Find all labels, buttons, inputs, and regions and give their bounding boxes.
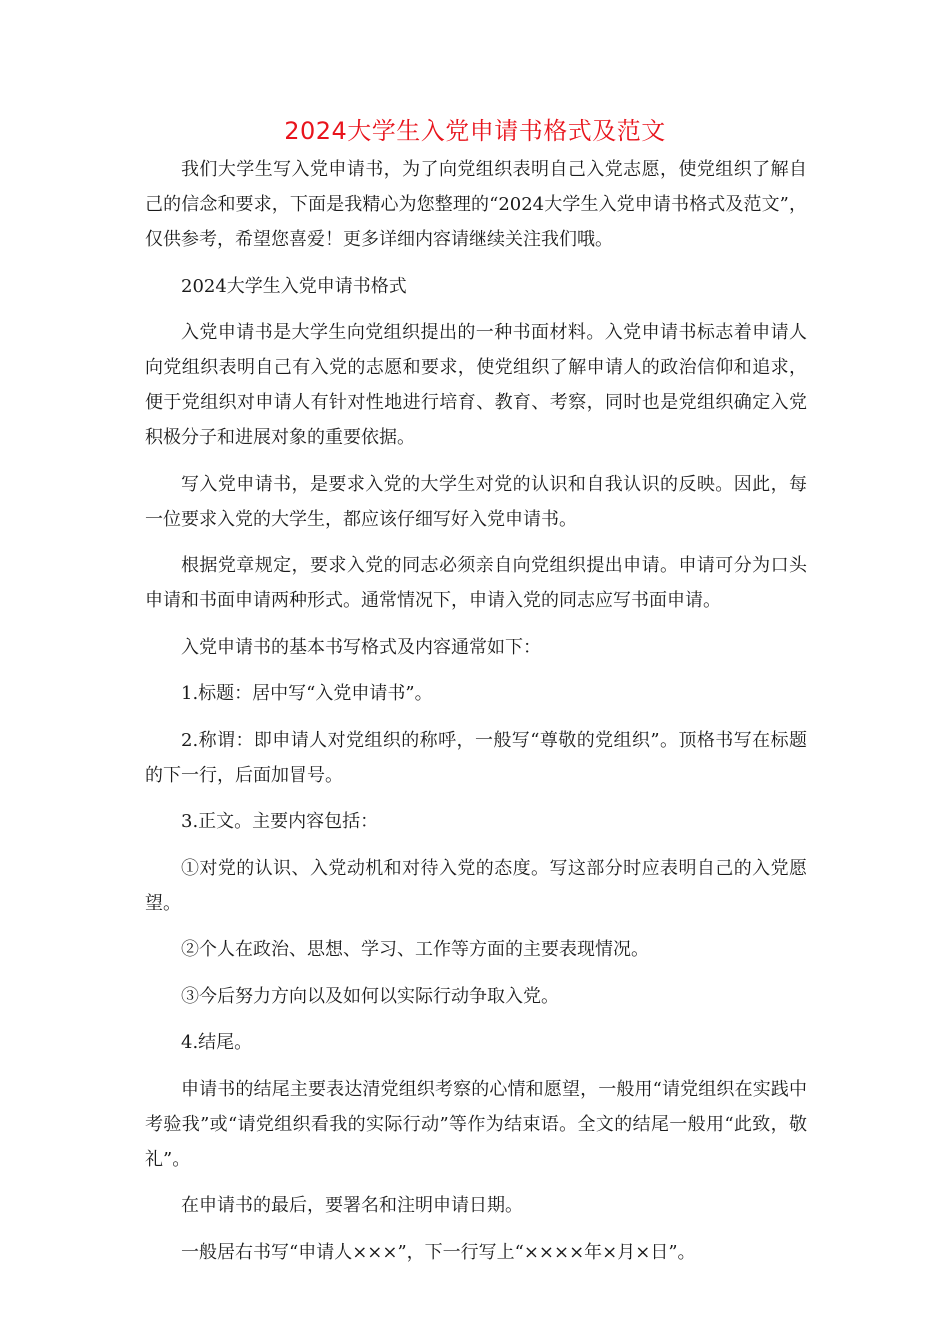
body-paragraph: 入党申请书的基本书写格式及内容通常如下： xyxy=(181,636,541,658)
body-paragraph: 入党申请书是大学生向党组织提出的一种书面材料。入党申请书标志着申请人向党组织表明自己有入党的志愿和要求，使党组织了解申请人的政治信仰和追求，便于党组织对申请人有针对性地进行培育、教育、考察，同时也是党组织确定入党积极分子和进展对象的重要依据。 xyxy=(145,322,807,448)
body-paragraph: 写入党申请书，是要求入党的大学生对党的认识和自我认识的反映。因此，每一位要求入党的大学生，都应该仔细写好入党申请书。 xyxy=(145,473,807,530)
list-item: 3.正文。主要内容包括： xyxy=(181,811,379,832)
list-item: 4.结尾。 xyxy=(181,1032,253,1053)
section-heading: 2024大学生入党申请书格式 xyxy=(181,275,407,297)
document-title: 2024大学生入党申请书格式及范文 xyxy=(284,117,666,145)
list-item: 2.称谓：即申请人对党组织的称呼，一般写“尊敬的党组织”。顶格书写在标题的下一行，后面加冒号。 xyxy=(145,729,807,786)
document-body xyxy=(145,152,807,1281)
sub-list-item: ③今后努力方向以及如何以实际行动争取入党。 xyxy=(181,985,559,1007)
body-paragraph: 在申请书的最后，要署名和注明申请日期。 xyxy=(181,1195,523,1216)
sub-list-item: ①对党的认识、入党动机和对待入党的态度。写这部分时应表明自己的入党愿望。 xyxy=(145,857,807,914)
intro-paragraph: 我们大学生写入党申请书，为了向党组织表明自己入党志愿，使党组织了解自己的信念和要求，下面是我精心为您整理的“2024大学生入党申请书格式及范文”，仅供参考，希望您喜爱！更多详细内容请继续关注我们哦。 xyxy=(145,159,807,250)
body-paragraph: 一般居右书写“申请人×××”，下一行写上“××××年×月×日”。 xyxy=(181,1241,696,1263)
body-paragraph: 申请书的结尾主要表达清党组织考察的心情和愿望，一般用“请党组织在实践中考验我”或“请党组织看我的实际行动”等作为结束语。全文的结尾一般用“此致，敬礼”。 xyxy=(145,1078,807,1170)
sub-list-item: ②个人在政治、思想、学习、工作等方面的主要表现情况。 xyxy=(181,939,649,960)
body-paragraph: 根据党章规定，要求入党的同志必须亲自向党组织提出申请。申请可分为口头申请和书面申请两种形式。通常情况下，申请入党的同志应写书面申请。 xyxy=(145,555,807,611)
list-item: 1.标题：居中写“入党申请书”。 xyxy=(181,683,433,704)
